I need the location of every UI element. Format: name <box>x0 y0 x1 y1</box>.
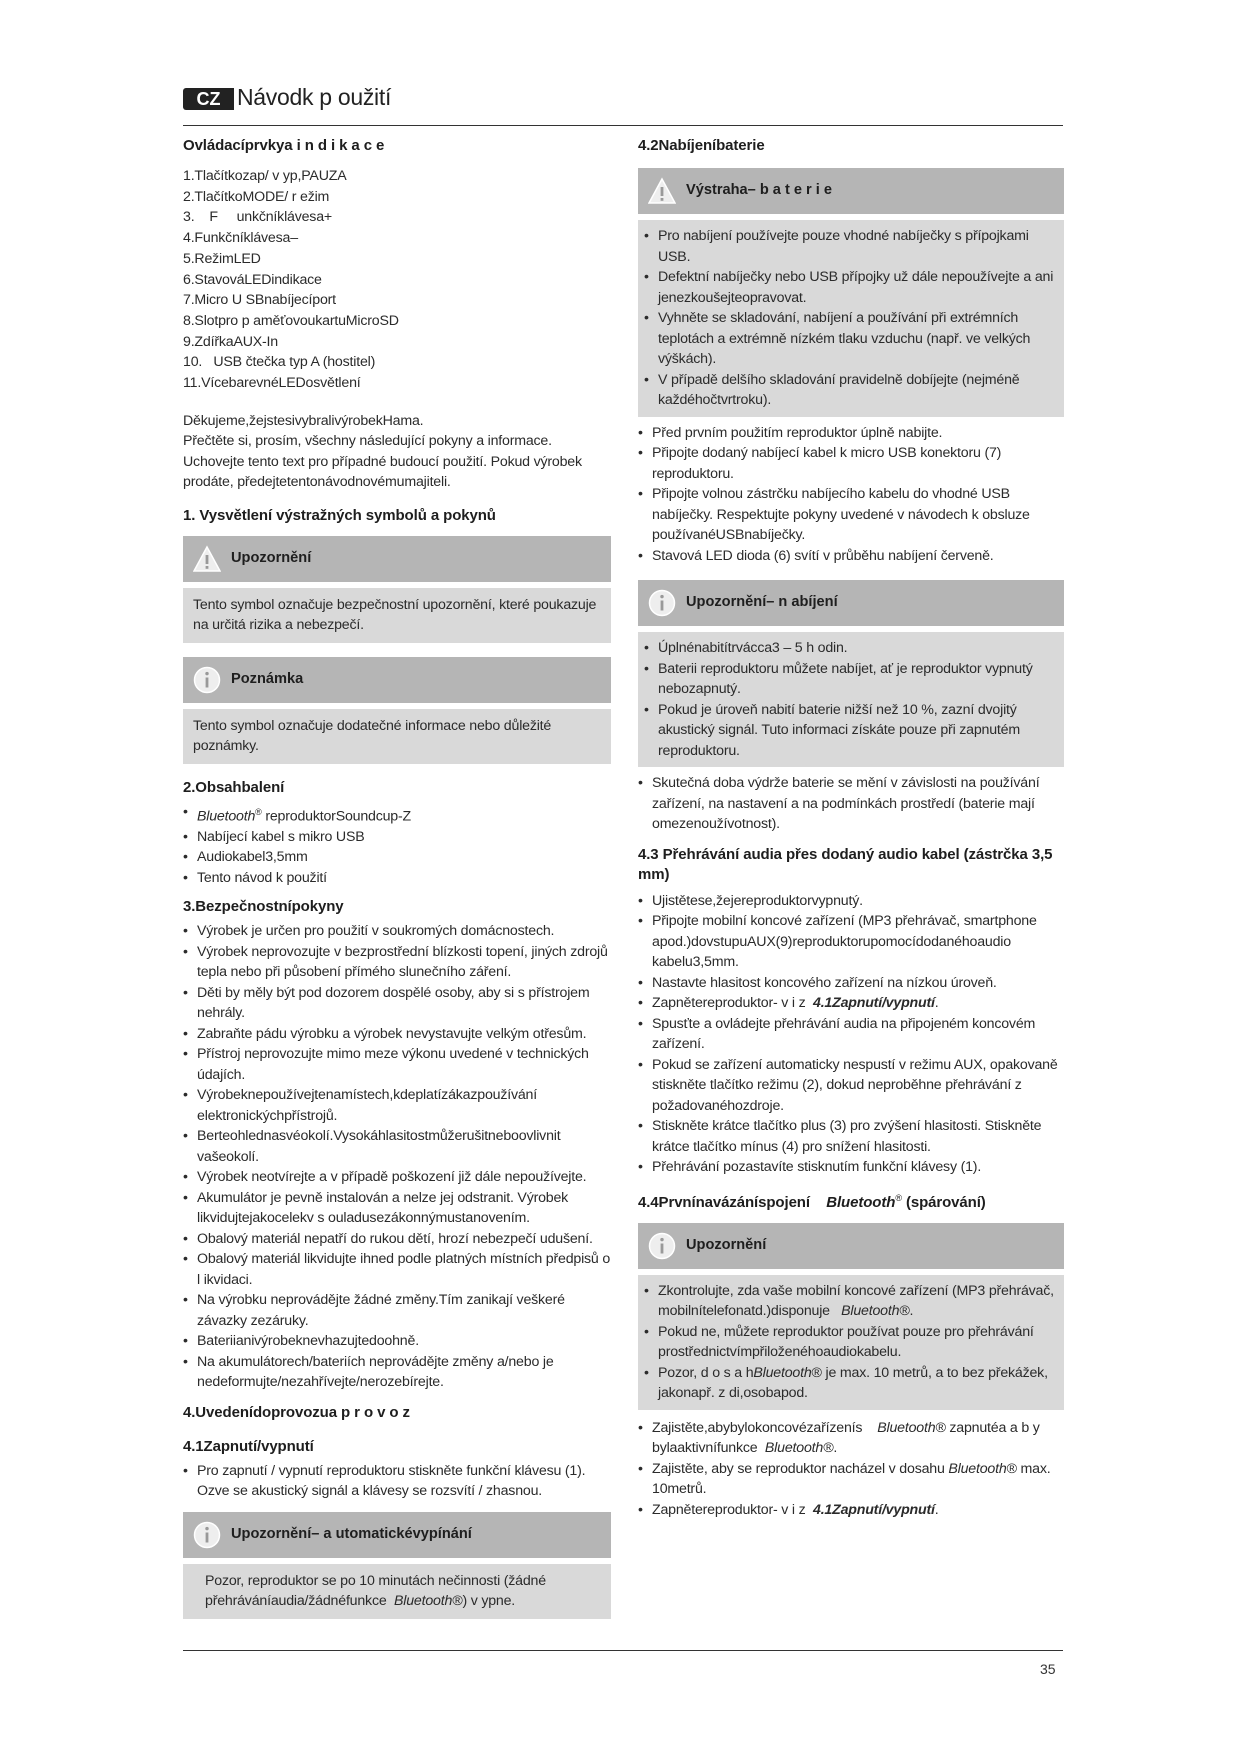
safety-item: • Výrobek je určen pro použití v soukromých domácnostech. <box>183 921 611 942</box>
package-list <box>183 802 611 889</box>
battery-warning-label: Výstraha– b a t e r i e <box>686 182 833 198</box>
endurance-list <box>638 773 1064 835</box>
battery-warning-header <box>638 168 1064 214</box>
endurance-item: • Skutečná doba výdrže baterie se mění v závislosti na používání zařízení, na nastavení a na podmínkách prostředí (baterie mají omezenoužívotnost). <box>638 773 1064 835</box>
charging-note-list <box>638 638 1056 761</box>
info-icon <box>193 1521 221 1549</box>
controls-item: 11.VícebarevnéLEDosvětlení <box>183 375 361 392</box>
bluetooth-note-item: • Pokud ne, můžete reproduktor používat pouze pro přehrávání prostřednictvímpřiloženéhoaudiokabelu. <box>638 1322 1056 1363</box>
controls-heading: Ovládacíprvkya i n d i k a c e <box>183 137 385 154</box>
section-1-heading: 1. Vysvětlení výstražných symbolů a pokynů <box>183 506 496 524</box>
auto-off-box-header <box>183 1512 611 1558</box>
package-item: • Bluetooth® reproduktorSoundcup-Z <box>183 802 611 827</box>
cross-reference: 4.1Zapnutí/vypnutí <box>813 995 935 1011</box>
intro-text: Přečtěte si, prosím, všechny následující pokyny a informace. Uchovejte tento text pro případné budoucí použití. Pokud výrobek prodáte, předejtetentonávodnovémumajiteli. <box>183 433 582 491</box>
note-text: Tento symbol označuje dodatečné informace nebo důležité poznámky. <box>193 717 552 754</box>
note-box-header <box>183 657 611 703</box>
safety-item: • Přístroj neprovozujte mimo meze výkonu uvedené v technických údajích. <box>183 1044 611 1085</box>
controls-item: 10. USB čtečka typ A (hostitel) <box>183 354 376 371</box>
page-title: Návodk p oužití <box>237 84 392 110</box>
audio-item: • Připojte mobilní koncové zařízení (MP3 přehrávač, smartphone apod.)dovstupuAUX(9)reproduktorupomocídodanéhoaudio kabelu3,5mm. <box>638 911 1064 973</box>
audio-item: • Stiskněte krátce tlačítko plus (3) pro zvýšení hlasitosti. Stiskněte krátce tlačítko mínus (4) pro snížení hlasitosti. <box>638 1116 1064 1157</box>
bluetooth-note-label: Upozornění <box>686 1236 767 1253</box>
controls-item: 4.Funkčníklávesa– <box>183 230 298 247</box>
bluetooth-note-body <box>638 1275 1064 1410</box>
battery-warning-body <box>638 220 1064 417</box>
auto-off-box-body <box>183 1564 611 1619</box>
bluetooth-text: Bluetooth® <box>764 1440 834 1456</box>
battery-warning-item: • Defektní nabíječky nebo USB přípojky už dále nepoužívejte a ani jenezkoušejteopravovat. <box>638 267 1056 308</box>
section-4-4-heading: 4.4Prvnínavázáníspojení Bluetooth® (spárování) <box>638 1192 986 1211</box>
safety-item: • Na výrobku neprovádějte žádné změny.Tím zanikají veškeré závazky zezáruky. <box>183 1290 611 1331</box>
battery-warning-item: • V případě delšího skladování pravidelně dobíjejte (nejméně každéhočtvrtroku). <box>638 370 1056 411</box>
bluetooth-text: Bluetooth <box>197 808 256 825</box>
safety-item: • Na akumulátorech/bateriích neprovádějte změny a/nebo je nedeformujte/nezahřívejte/nerozebírejte. <box>183 1352 611 1393</box>
warning-triangle-icon <box>193 545 221 573</box>
safety-item: • Berteohlednasvéokolí.Vysokáhlasitostmůžerušitneboovlivnit vašeokolí. <box>183 1126 611 1167</box>
power-list <box>183 1461 611 1502</box>
audio-list <box>638 891 1064 1178</box>
section-4-3-heading: 4.3 Přehrávání audia přes dodaný audio kabel (zástrčka 3,5 mm) <box>638 845 1053 883</box>
language-badge: CZ <box>183 88 234 110</box>
section-4-2-heading: 4.2Nabíjeníbaterie <box>638 137 765 154</box>
charging-note-label: Upozornění– n abíjení <box>686 594 838 610</box>
right-column <box>638 136 1064 1520</box>
thanks-text: Děkujeme,žejstesivybralivýrobekHama. <box>183 412 424 429</box>
bluetooth-note-item: • Pozor, d o s a hBluetooth® je max. 10 metrů, a to bez překážek, jakonapř. z di,osobapod. <box>638 1363 1056 1404</box>
safety-item: • Bateriianivýrobeknevhazujtedoohně. <box>183 1331 611 1352</box>
battery-warning-list <box>638 226 1056 411</box>
controls-item: 2.TlačítkoMODE/ r ežim <box>183 188 330 205</box>
left-column <box>183 136 611 1619</box>
safety-item: • Výrobek neprovozujte v bezprostřední blízkosti topení, jiných zdrojů tepla nebo při působení přímého slunečního záření. <box>183 942 611 983</box>
controls-item: 6.StavováLEDindikace <box>183 271 322 288</box>
battery-warning-item: • Vyhněte se skladování, nabíjení a používání při extrémních teplotách a extrémně nízkém tlaku vzduchu (např. ve velkých výškách). <box>638 308 1056 370</box>
package-item: • Nabíjecí kabel s mikro USB <box>183 827 611 848</box>
page-header <box>183 86 1063 126</box>
safety-item: • Obalový materiál nepatří do rukou dětí, hrozí nebezpečí udušení. <box>183 1229 611 1250</box>
controls-list <box>183 166 611 394</box>
page-number: 35 <box>1040 1661 1056 1677</box>
charging-item: • Stavová LED dioda (6) svítí v průběhu nabíjení červeně. <box>638 546 1064 567</box>
info-icon <box>193 666 221 694</box>
charging-list <box>638 423 1064 567</box>
audio-item: • Nastavte hlasitost koncového zařízení na nízkou úroveň. <box>638 973 1064 994</box>
info-icon <box>648 589 676 617</box>
controls-item: 1.Tlačítkozap/ v yp,PAUZA <box>183 168 347 184</box>
note-label: Poznámka <box>231 670 304 687</box>
section-4-heading: 4.Uvedenídoprovozua p r o v o z <box>183 1403 410 1421</box>
auto-off-label: Upozornění– a utomatickévypínání <box>231 1525 472 1542</box>
charging-note-item: • Baterii reproduktoru můžete nabíjet, ať je reproduktor vypnutý nebozapnutý. <box>638 659 1056 700</box>
charging-note-item: • Pokud je úroveň nabití baterie nižší než 10 %, zazní dvojitý akustický signál. Tuto informaci získáte pouze při zapnutém reproduktoru. <box>638 700 1056 762</box>
safety-item: • Výrobek neotvírejte a v případě poškození již dále nepoužívejte. <box>183 1167 611 1188</box>
bluetooth-text: Bluetooth® <box>394 1592 463 1609</box>
warning-label: Upozornění <box>231 549 312 566</box>
controls-item: 5.RežimLED <box>183 250 261 267</box>
controls-item: 3. F unkčníklávesa+ <box>183 209 332 226</box>
power-item: • Pro zapnutí / vypnutí reproduktoru stiskněte funkční klávesu (1). Ozve se akustický signál a klávesy se rozsvítí / zhasnou. <box>183 1461 611 1502</box>
info-icon <box>648 1232 676 1260</box>
audio-item: • Přehrávání pozastavíte stisknutím funkční klávesy (1). <box>638 1157 1064 1178</box>
safety-item: • Výrobeknepoužívejtenamístech,kdeplatízákazpoužívání elektronickýchpřístrojů. <box>183 1085 611 1126</box>
pairing-list <box>638 1418 1064 1521</box>
audio-item: • Ujistětese,žejereproduktorvypnutý. <box>638 891 1064 912</box>
charging-note-item: • Úplnénabitítrvácca3 – 5 h odin. <box>638 638 1056 659</box>
bluetooth-text: Bluetooth® <box>877 1419 946 1436</box>
controls-item: 7.Micro U SBnabíjecíport <box>183 292 336 309</box>
bluetooth-text: Bluetooth <box>948 1460 1007 1477</box>
warning-box-body <box>183 588 611 643</box>
audio-item: • Zapnětereproduktor- v i z 4.1Zapnutí/vypnutí. <box>638 993 1064 1014</box>
safety-item: • Děti by měly být pod dozorem dospělé osoby, aby si s přístrojem nehrály. <box>183 983 611 1024</box>
section-2-heading: 2.Obsahbalení <box>183 778 285 796</box>
footer-rule <box>183 1650 1063 1651</box>
bluetooth-text: Bluetooth® <box>841 1303 910 1319</box>
bluetooth-note-header <box>638 1223 1064 1269</box>
warning-text: Tento symbol označuje bezpečnostní upozornění, které poukazuje na určitá rizika a nebezpečí. <box>193 596 597 633</box>
pairing-item: • Zapnětereproduktor- v i z 4.1Zapnutí/vypnutí. <box>638 1500 1064 1521</box>
bluetooth-note-item: • Zkontrolujte, zda vaše mobilní koncové zařízení (MP3 přehrávač, mobilnítelefonatd.)disponuje Bluetooth®. <box>638 1281 1056 1322</box>
charging-item: • Připojte volnou zástrčku nabíjecího kabelu do vhodné USB nabíječky. Respektujte pokyny uvedené v návodech k obsluze používanéUSBnabíječky. <box>638 484 1064 546</box>
auto-off-text: Pozor, reproduktor se po 10 minutách nečinnosti (žádné přehráváníaudia/žádnéfunkce Bluetooth®) v ypne. <box>205 1572 546 1609</box>
safety-list <box>183 921 611 1393</box>
package-item: • Audiokabel3,5mm <box>183 847 611 868</box>
pairing-item: • Zajistěte, aby se reproduktor nacházel v dosahu Bluetooth® max. 10metrů. <box>638 1459 1064 1500</box>
audio-item: • Spusťte a ovládejte přehrávání audia na připojeném koncovém zařízení. <box>638 1014 1064 1055</box>
warning-triangle-icon <box>648 177 676 205</box>
warning-box-header <box>183 536 611 582</box>
note-box-body <box>183 709 611 764</box>
section-3-heading: 3.Bezpečnostnípokyny <box>183 898 344 916</box>
bluetooth-text: Bluetooth <box>753 1364 812 1381</box>
package-item: • Tento návod k použití <box>183 868 611 889</box>
battery-warning-item: • Pro nabíjení používejte pouze vhodné nabíječky s přípojkami USB. <box>638 226 1056 267</box>
charging-note-header <box>638 580 1064 626</box>
charging-item: • Připojte dodaný nabíjecí kabel k micro USB konektoru (7) reproduktoru. <box>638 443 1064 484</box>
safety-item: • Zabraňte pádu výrobku a výrobek nevystavujte velkým otřesům. <box>183 1024 611 1045</box>
safety-item: • Obalový materiál likvidujte ihned podle platných místních předpisů o l ikvidaci. <box>183 1249 611 1290</box>
pairing-item: • Zajistěte,abybylokoncovézařízenís Bluetooth® zapnutéa a b y bylaaktivnífunkce Bluetooth®. <box>638 1418 1064 1459</box>
bluetooth-note-list <box>638 1281 1056 1404</box>
cross-reference: 4.1Zapnutí/vypnutí <box>813 1501 935 1518</box>
audio-item: • Pokud se zařízení automaticky nespustí v režimu AUX, opakovaně stiskněte tlačítko režimu (2), dokud neproběhne přehrávání z požadovanéhozdroje. <box>638 1055 1064 1117</box>
charging-note-body <box>638 632 1064 767</box>
section-4-1-heading: 4.1Zapnutí/vypnutí <box>183 1437 314 1455</box>
charging-item: • Před prvním použitím reproduktor úplně nabijte. <box>638 423 1064 444</box>
controls-item: 8.Slotpro p aměťovoukartuMicroSD <box>183 312 399 329</box>
safety-item: • Akumulátor je pevně instalován a nelze jej odstranit. Výrobek likvidujtejakocelekv s ouladusezákonnýmustanovením. <box>183 1188 611 1229</box>
controls-item: 9.ZdířkaAUX-In <box>183 333 278 350</box>
